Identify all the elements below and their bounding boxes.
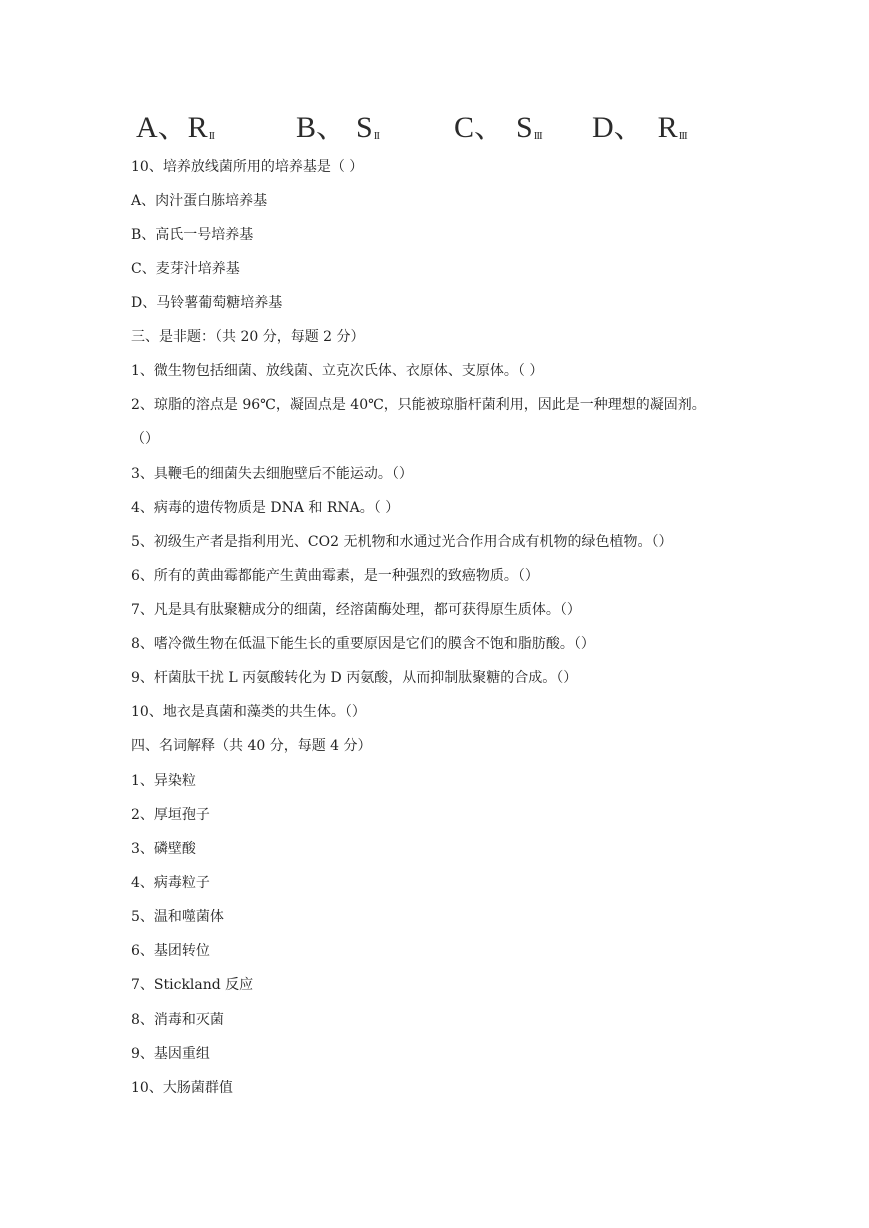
- true-false-item: 1、微生物包括细菌、放线菌、立克次氏体、衣原体、支原体。（ ）: [131, 363, 544, 379]
- term-item: 9、基因重组: [131, 1046, 210, 1062]
- true-false-item: 3、具鞭毛的细菌失去细胞壁后不能运动。（）: [131, 466, 413, 482]
- term-item: 2、厚垣孢子: [131, 807, 210, 823]
- question-10-option-c: C、麦芽汁培养基: [131, 261, 240, 277]
- term-item: 10、大肠菌群值: [131, 1080, 233, 1096]
- section-4-heading: 四、名词解释（共 40 分，每题 4 分）: [131, 738, 372, 754]
- true-false-item-continuation: （）: [131, 431, 159, 447]
- term-item: 8、消毒和灭菌: [131, 1012, 224, 1028]
- option-a: [136, 108, 214, 156]
- true-false-item: 9、杆菌肽干扰 L 丙氨酸转化为 D 丙氨酸，从而抑制肽聚糖的合成。（）: [131, 670, 578, 686]
- option-subscript: II: [208, 130, 215, 142]
- question-10-option-a: A、肉汁蛋白胨培养基: [131, 193, 268, 209]
- option-letter: D、: [592, 111, 644, 144]
- term-item: 4、病毒粒子: [131, 875, 210, 891]
- option-subscript: III: [533, 130, 542, 142]
- true-false-item: 10、地衣是真菌和藻类的共生体。（）: [131, 704, 366, 720]
- term-item: 3、磷壁酸: [131, 841, 196, 857]
- question-10-option-d: D、马铃薯葡萄糖培养基: [131, 295, 283, 311]
- option-main: R: [187, 111, 208, 144]
- true-false-item: 4、病毒的遗传物质是 DNA 和 RNA。（ ）: [131, 500, 400, 516]
- option-subscript: III: [678, 130, 687, 142]
- option-d: [592, 108, 687, 156]
- question-10-option-b: B、高氏一号培养基: [131, 227, 254, 243]
- option-b: [296, 108, 379, 156]
- option-letter: C、: [454, 111, 505, 144]
- true-false-item: 7、凡是具有肽聚糖成分的细菌，经溶菌酶处理，都可获得原生质体。（）: [131, 602, 581, 618]
- true-false-item: 8、嗜冷微生物在低温下能生长的重要原因是它们的膜含不饱和脂肪酸。（）: [131, 636, 595, 652]
- true-false-item: 6、所有的黄曲霉都能产生黄曲霉素，是一种强烈的致癌物质。（）: [131, 568, 539, 584]
- option-letter: A、: [136, 111, 188, 144]
- option-c: [454, 108, 542, 156]
- term-item: 5、温和噬菌体: [131, 909, 224, 925]
- answer-options-image: [136, 108, 716, 148]
- option-main: R: [657, 111, 678, 144]
- option-letter: B、: [296, 111, 347, 144]
- term-item: 6、基团转位: [131, 943, 210, 959]
- option-main: S: [356, 111, 373, 144]
- option-subscript: II: [373, 130, 380, 142]
- question-10-stem: 10、培养放线菌所用的培养基是（ ）: [131, 159, 364, 175]
- term-item: 1、异染粒: [131, 773, 196, 789]
- true-false-item: 5、初级生产者是指利用光、CO2 无机物和水通过光合作用合成有机物的绿色植物。（）: [131, 534, 673, 550]
- term-item: 7、Stickland 反应: [131, 977, 254, 993]
- section-3-heading: 三、是非题：（共 20 分，每题 2 分）: [131, 329, 365, 345]
- option-main: S: [516, 111, 533, 144]
- true-false-item: 2、琼脂的溶点是 96℃，凝固点是 40℃，只能被琼脂杆菌利用，因此是一种理想的凝固剂。: [131, 397, 706, 413]
